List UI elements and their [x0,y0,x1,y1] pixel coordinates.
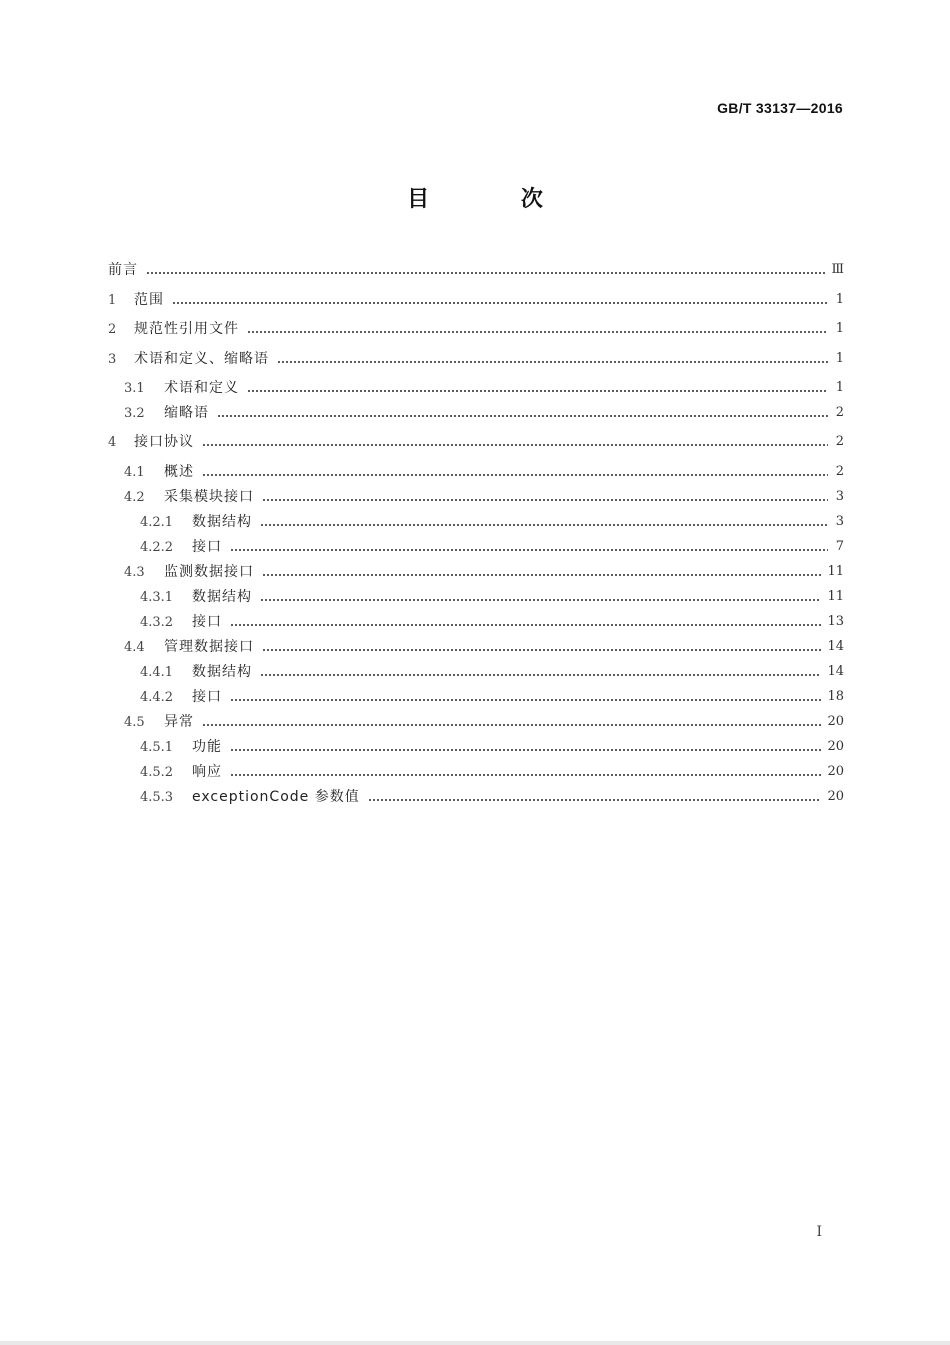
toc-leader-dots [260,660,821,684]
toc-entry-3-1[interactable] [108,376,844,400]
toc-entry-foreword[interactable] [108,258,844,282]
toc-entry-4-5[interactable] [108,710,844,734]
toc-entry-page: 14 [827,639,844,654]
toc-entry-text: 前言 [108,262,138,278]
toc-leader-dots [202,460,828,484]
toc-entry-4-5-1[interactable] [108,735,844,759]
toc-leader-dots [230,685,821,709]
toc-entry-page: 7 [835,539,844,554]
toc-entry-number: 4.2 [124,489,145,505]
toc-leader-dots [202,710,821,734]
toc-leader-dots [262,485,828,509]
toc-entry-page: 2 [835,434,844,449]
toc-entry-text: exceptionCode 参数值 [192,788,360,805]
toc-entry-4-2-1[interactable] [108,510,844,534]
toc-entry-4[interactable] [108,430,844,454]
toc-entry-4-4-1[interactable] [108,660,844,684]
toc-entry-page: 3 [835,489,844,504]
toc-entry-page: 1 [835,380,844,395]
toc-entry-number: 4.3 [124,564,145,580]
toc-leader-dots [262,635,821,659]
toc-entry-text: 接口协议 [134,433,194,450]
toc-entry-page: 1 [835,351,844,366]
toc-leader-dots [368,785,822,809]
toc-entry-number: 4.4.2 [140,689,174,705]
toc-leader-dots [262,560,821,584]
toc-entry-number: 2 [108,321,117,337]
toc-entry-page: 20 [827,714,844,729]
toc-entry-3-2[interactable] [108,401,844,425]
toc-entry-number: 4.4.1 [140,664,174,680]
toc-entry-4-3-2[interactable] [108,610,844,634]
toc-entry-text: 异常 [164,713,194,730]
toc-leader-dots [230,535,828,559]
toc-entry-page: 2 [835,405,844,420]
toc-entry-number: 4.5.3 [140,789,174,805]
toc-entry-number: 3 [108,351,117,367]
toc-leader-dots [172,288,828,312]
toc-entry-4-5-2[interactable] [108,760,844,784]
toc-entry-page: 11 [827,589,844,604]
toc-entry-1[interactable] [108,288,844,312]
toc-entry-text: 术语和定义 [164,379,239,396]
toc-entry-number: 4.1 [124,464,145,480]
toc-entry-page: 2 [835,464,844,479]
toc-entry-text: 缩略语 [164,404,209,421]
toc-entry-page: 11 [827,564,844,579]
toc-entry-number: 3.2 [124,405,145,421]
toc-entry-text: 范围 [134,291,164,308]
toc-entry-text: 概述 [164,463,194,480]
toc-entry-number: 4.2.2 [140,539,174,555]
toc-entry-number: 4.3.1 [140,589,174,605]
toc-leader-dots [230,735,821,759]
toc-entry-4-2-2[interactable] [108,535,844,559]
toc-entry-text: 监测数据接口 [164,563,254,580]
page-title: 目 次 [407,187,585,212]
toc-leader-dots [146,258,825,282]
toc-leader-dots [247,317,828,341]
toc-entry-number: 3.1 [124,380,145,396]
toc-entry-text: 数据结构 [192,513,252,530]
toc-entry-page: 1 [835,292,844,307]
toc-entry-page: 3 [835,514,844,529]
toc-entry-4-4-2[interactable] [108,685,844,709]
toc-entry-page: 14 [827,664,844,679]
toc-entry-text: 接口 [192,613,222,630]
toc-entry-text: 功能 [192,738,222,755]
toc-entry-text: 数据结构 [192,588,252,605]
toc-entry-text: 响应 [192,763,222,780]
toc-entry-text: 数据结构 [192,663,252,680]
toc-entry-4-5-3[interactable] [108,785,844,809]
toc-entry-text: 规范性引用文件 [134,320,239,337]
toc-leader-dots [260,585,821,609]
toc-entry-number: 4.5.2 [140,764,174,780]
toc-leader-dots [260,510,828,534]
toc-entry-number: 4.3.2 [140,614,174,630]
toc-entry-page: 18 [827,689,844,704]
toc-leader-dots [277,347,828,371]
standard-number: GB/T 33137—2016 [717,100,843,116]
toc-leader-dots [230,610,821,634]
toc-entry-page: 20 [827,789,844,804]
toc-entry-page: 20 [827,764,844,779]
toc-entry-4-2[interactable] [108,485,844,509]
toc-entry-number: 4.5 [124,714,145,730]
toc-entry-4-4[interactable] [108,635,844,659]
toc-entry-text: 接口 [192,538,222,555]
toc-entry-number: 4.2.1 [140,514,174,530]
toc-entry-4-1[interactable] [108,460,844,484]
toc-leader-dots [217,401,828,425]
toc-entry-page: Ⅲ [831,262,844,277]
toc-entry-text: 接口 [192,688,222,705]
toc-entry-number: 4.5.1 [140,739,174,755]
page-number: I [816,1224,822,1240]
toc-entry-number: 4 [108,434,117,450]
toc-entry-page: 20 [827,739,844,754]
page-bottom-divider [0,1341,950,1345]
toc-entry-number: 1 [108,292,117,308]
toc-entry-text: 术语和定义、缩略语 [134,350,269,367]
toc-entry-text: 管理数据接口 [164,638,254,655]
toc-leader-dots [247,376,828,400]
toc-entry-4-3[interactable] [108,560,844,584]
toc-leader-dots [230,760,821,784]
toc-entry-4-3-1[interactable] [108,585,844,609]
toc-leader-dots [202,430,828,454]
toc-entry-page: 13 [827,614,844,629]
toc-entry-text: 采集模块接口 [164,488,254,505]
toc-entry-number: 4.4 [124,639,145,655]
toc-entry-page: 1 [835,321,844,336]
toc-entry-3[interactable] [108,347,844,371]
toc-entry-2[interactable] [108,317,844,341]
